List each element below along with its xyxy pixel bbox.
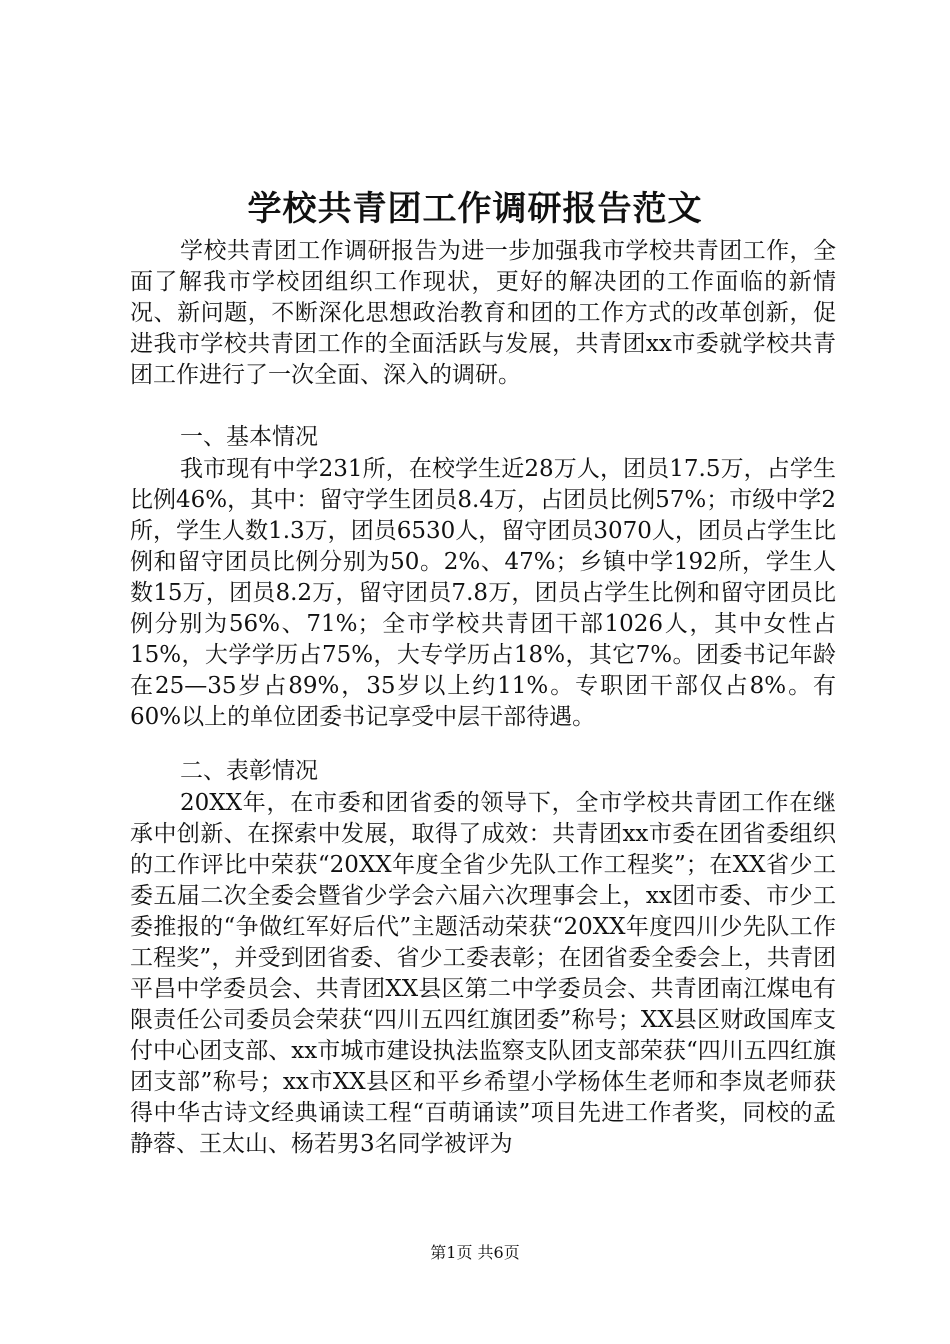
intro-paragraph: 学校共青团工作调研报告为进一步加强我市学校共青团工作，全面了解我市学校团组织工作现状，更好的解决团的工作面临的新情况、新问题，不断深化思想政治教育和团的工作方式的改革创新，促进我市学校共青团工作的全面活跃与发展，共青团xx市委就学校共青团工作进行了一次全面、深入的调研。	[130, 238, 836, 388]
basic-situation-paragraph: 我市现有中学231所，在校学生近28万人，团员17.5万，占学生比例46%，其中：留守学生团员8.4万，占团员比例57%；市级中学2所，学生人数1.3万，团员6530人，留守团员3070人，团员占学生比例和留守团员比例分别为50。2%、47%；乡镇中学192所，学生人数15万，团员8.2万，留守团员7.8万，团员占学生比例和留守团员比例分别为56%、71%；全市学校共青团干部1026人，其中女性占15%，大学学历占75%，大专学历占18%，其它7%。团委书记年龄在25—35岁占89%，35岁以上约11%。专职团干部仅占8%。有60%以上的单位团委书记享受中层干部待遇。	[130, 456, 836, 730]
section-heading-basic: 一、基本情况	[180, 424, 318, 450]
page-footer: 第1页 共6页	[430, 1243, 520, 1262]
document-title: 学校共青团工作调研报告范文	[247, 189, 703, 229]
section-heading-awards: 二、表彰情况	[180, 758, 318, 784]
awards-paragraph: 20XX年，在市委和团省委的领导下，全市学校共青团工作在继承中创新、在探索中发展，取得了成效：共青团xx市委在团省委组织的工作评比中荣获“20XX年度全省少先队工作工程奖”；在XX省少工委五届二次全委会暨省少学会六届六次理事会上，xx团市委、市少工委推报的“争做红军好后代”主题活动荣获“20XX年度四川少先队工作工程奖”，并受到团省委、省少工委表彰；在团省委全委会上，共青团平昌中学委员会、共青团XX县区第二中学委员会、共青团南江煤电有限责任公司委员会荣获“四川五四红旗团委”称号；XX县区财政国库支付中心团支部、xx市城市建设执法监察支队团支部荣获“四川五四红旗团支部”称号；xx市XX县区和平乡希望小学杨体生老师和李岚老师获得中华古诗文经典诵读工程“百萌诵读”项目先进工作者奖，同校的孟静蓉、王太山、杨若男3名同学被评为	[130, 790, 836, 1157]
